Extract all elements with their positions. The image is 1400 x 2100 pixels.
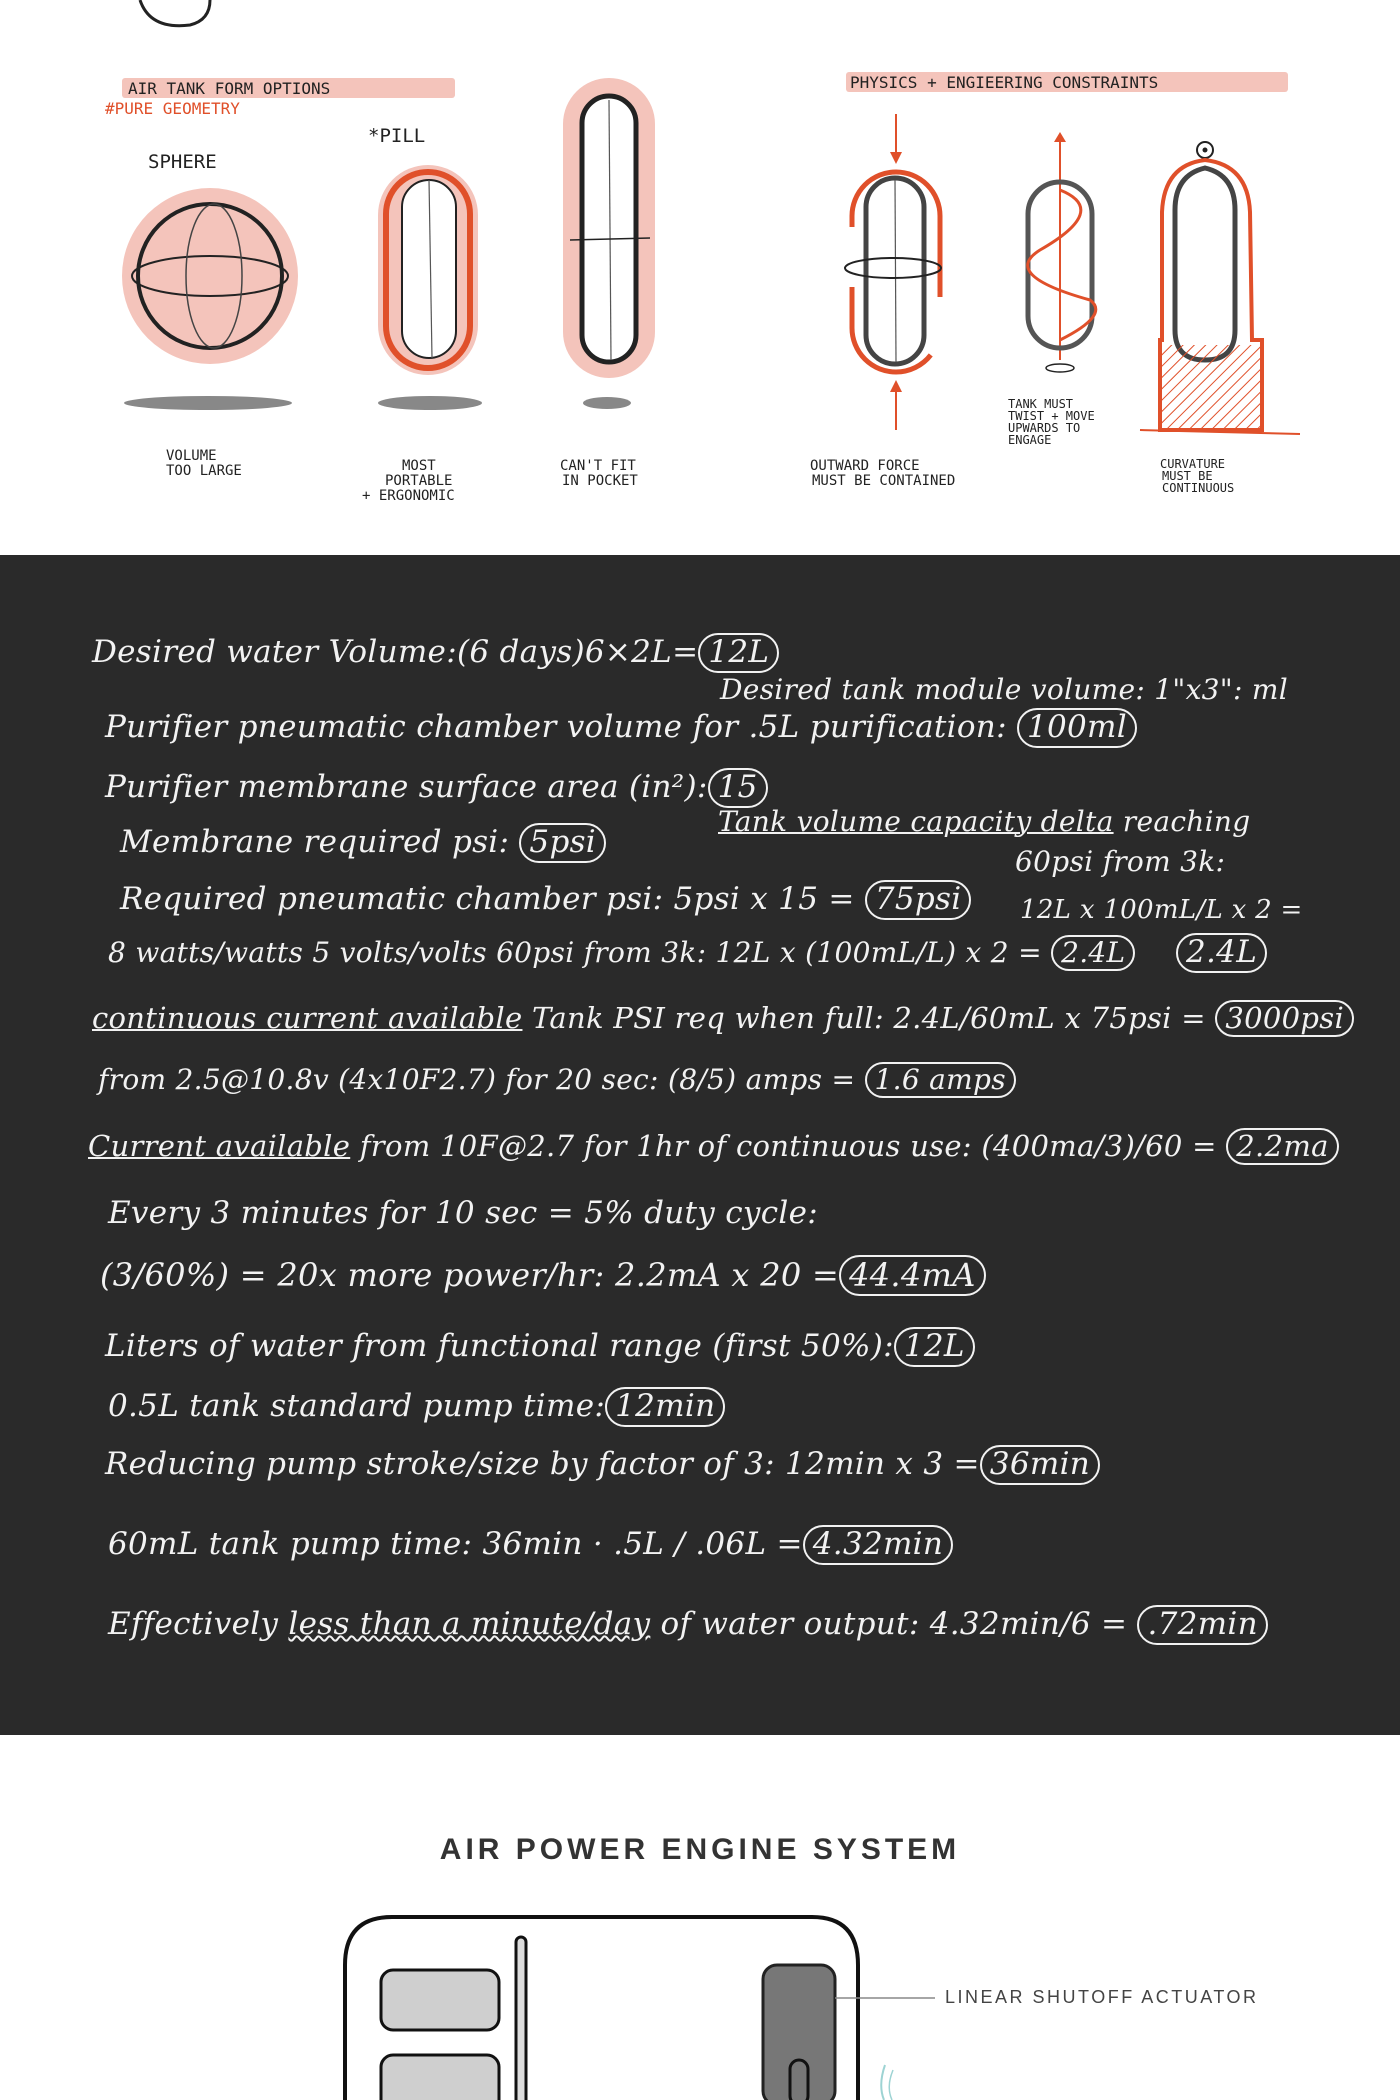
calculation-board — [0, 555, 1400, 1735]
sphere-sketch — [122, 188, 298, 410]
answer-badge: 2.4L — [1176, 933, 1267, 973]
calc-watts-volts: 8 watts/watts 5 volts/volts 60psi from 3k: 12L x (100mL/L) x 2 = 2.4L — [108, 935, 1135, 971]
answer-badge: 75psi — [865, 880, 972, 920]
calc-membrane-area: Purifier membrane surface area (in²): 15 — [105, 768, 768, 808]
section-title: AIR POWER ENGINE SYSTEM — [439, 1833, 961, 1866]
calc-tank-psi: continuous current available Tank PSI req when full: 2.4L/60mL x 75psi = 3000psi — [92, 1000, 1354, 1037]
note-curvature: CURVATURE MUST BE CONTINUOUS — [1160, 457, 1235, 495]
calc-chamber-psi: Required pneumatic chamber psi: 5psi x 15 = 75psi — [120, 880, 971, 920]
answer-badge: 12L — [698, 633, 779, 673]
battery-cell — [381, 2055, 499, 2100]
curvature-sketch — [1140, 142, 1300, 434]
calc-pump-time: 0.5L tank standard pump time: 12min — [108, 1387, 725, 1427]
calc-current-available: Current available from 10F@2.7 for 1hr of continuous use: (400ma/3)/60 = 2.2ma — [88, 1128, 1339, 1165]
calc-2-4l — [1176, 933, 1267, 973]
note-volume: VOLUME TOO LARGE — [166, 448, 242, 479]
note-portable: MOST PORTABLE + ERGONOMIC — [362, 458, 455, 504]
calc-pump-stroke: Reducing pump stroke/size by factor of 3: 12min x 3 = 36min — [105, 1445, 1100, 1485]
answer-badge: 3000psi — [1215, 1000, 1354, 1037]
linear-shutoff-actuator — [763, 1965, 835, 2100]
battery-cell — [381, 1970, 499, 2030]
sphere-label: SPHERE — [148, 151, 217, 173]
answer-badge: 12L — [894, 1327, 975, 1367]
answer-badge: 2.2ma — [1226, 1128, 1338, 1165]
answer-badge: 5psi — [519, 823, 606, 863]
left-header-line2: #PURE GEOMETRY — [105, 99, 240, 118]
answer-badge: 2.4L — [1051, 935, 1135, 971]
pill-sketch — [378, 165, 482, 410]
calc-power-hr: (3/60%) = 20x more power/hr: 2.2mA x 20 = 44.4mA — [100, 1255, 986, 1296]
calc-tank-module-volume: Desired tank module volume: 1"x3": ml — [720, 673, 1288, 706]
calc-60ml-time: 60mL tank pump time: 36min · .5L / .06L = 4.32min — [108, 1525, 953, 1565]
calc-12l: 12L x 100mL/L x 2 = — [1020, 895, 1303, 925]
calc-duty-cycle: Every 3 minutes for 10 sec = 5% duty cycle: — [108, 1195, 818, 1231]
calc-amps: from 2.5@10.8v (4x10F2.7) for 20 sec: (8/5) amps = 1.6 amps — [98, 1062, 1016, 1098]
outward-force-sketch — [845, 114, 941, 430]
answer-badge: 100ml — [1017, 708, 1137, 748]
left-header-line1: AIR TANK FORM OPTIONS — [128, 79, 331, 98]
actuator-label: LINEAR SHUTOFF ACTUATOR — [945, 1987, 1259, 2007]
calc-membrane-psi: Membrane required psi: 5psi — [120, 823, 606, 863]
divider-rod — [516, 1937, 526, 2100]
long-pill-sketch — [563, 78, 655, 409]
note-outward: OUTWARD FORCE MUST BE CONTAINED — [810, 458, 956, 489]
answer-badge: .72min — [1137, 1605, 1267, 1645]
right-header: PHYSICS + ENGIEERING CONSTRAINTS — [850, 73, 1159, 92]
answer-badge: 4.32min — [803, 1525, 953, 1565]
calc-chamber-volume: Purifier pneumatic chamber volume for .5L purification: 100ml — [105, 708, 1137, 748]
calc-water-volume: Desired water Volume:(6 days)6×2L= 12L — [92, 633, 779, 673]
calc-60psi: 60psi from 3k: — [1015, 845, 1226, 878]
twist-sketch — [1008, 132, 1096, 447]
air-power-section — [0, 1735, 1400, 2100]
answer-badge: 36min — [980, 1445, 1100, 1485]
pill-label: *PILL — [368, 125, 426, 147]
note-pocket: CAN'T FIT IN POCKET — [560, 458, 638, 489]
answer-badge: 12min — [605, 1387, 725, 1427]
calc-liters-range: Liters of water from functional range (first 50%): 12L — [105, 1327, 975, 1367]
answer-badge: 15 — [708, 768, 768, 808]
tank-form-sketch — [0, 0, 1400, 555]
answer-badge: 44.4mA — [839, 1255, 986, 1296]
engine-diagram — [0, 1735, 1400, 2100]
calc-capacity-delta: Tank volume capacity delta reaching — [718, 805, 1251, 838]
twist-note: TANK MUST TWIST + MOVE UPWARDS TO ENGAGE — [1008, 397, 1095, 447]
answer-badge: 1.6 amps — [865, 1062, 1016, 1098]
calc-effective-output: Effectively less than a minute/day of water output: 4.32min/6 = .72min — [108, 1605, 1268, 1645]
